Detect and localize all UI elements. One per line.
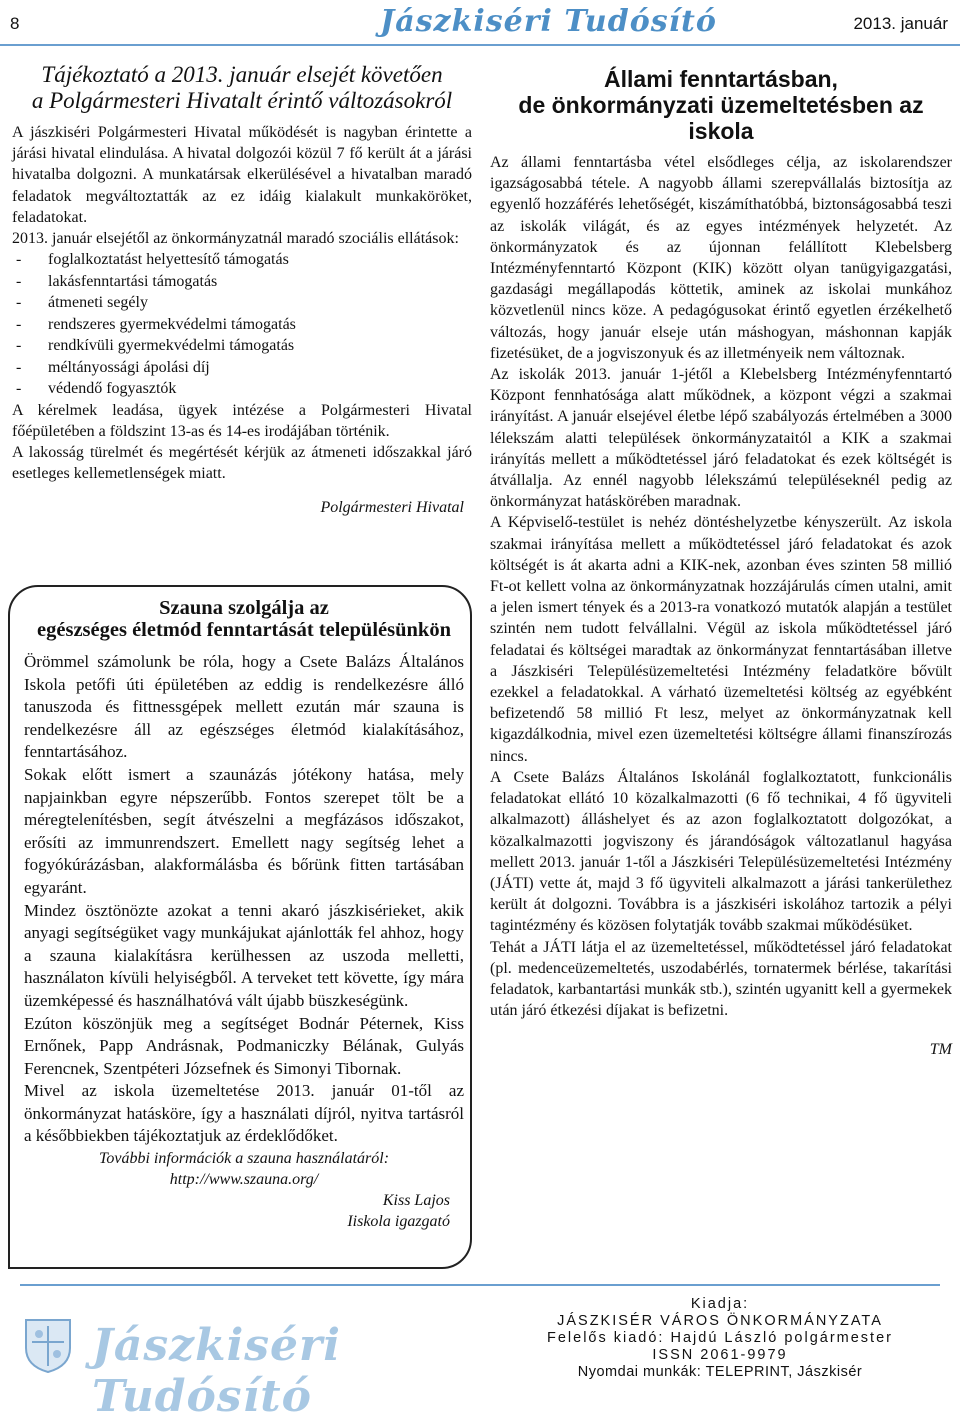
- list-item: - foglalkoztatást helyettesítő támogatás: [16, 251, 289, 269]
- article-paragraph: A lakosság türelmét és megértését kérjük az átmeneti időszakkal járó esetleges kellemetlenségek miatt.: [12, 444, 472, 483]
- article-paragraph: 2013. január elsejétől az önkormányzatnál maradó szociális ellátások:: [12, 230, 459, 248]
- article-paragraph: Az állami fenntartásba vétel elsődleges célja, az iskolarendszer igazságosabbá tétele. A nagyobb állami szerepvállalás biztosítja az egyenlő hozzáférés lehetőségét, kiszámíthatóbbá, biztonságosabbá teszi az iskolák világát, és az egyes intézmények helyzetét. Az önkormányzatok és az újonnan felállított Klebelsberg Intézményfenntartó Központ (KIK) között olyan tanügyigazgatási, gazdasági megállapodás köttetik, aminek az iskolai munkához közvetlenül nincs köze. A pedagógusokat érintő egyetlen érzékelhető változás, hogy január elseje után máshogyan, máshonnan kapják fizetésüket, de a jogviszonyuk és az illetményeik nem változnak.: [490, 154, 952, 362]
- sauna-paragraph: Ezúton köszönjük meg a segítséget Bodnár Péternek, Kiss Ernőnek, Papp Andrásnak, Podmaniczky Bélának, Gulyás Ferencnek, Szentpéteri Józsefnek és Simonyi Tibornak.: [24, 1013, 464, 1078]
- list-item: - átmeneti segély: [16, 294, 148, 312]
- sauna-paragraph: Mindez ösztönözte azokat a tenni akaró jászkisérieket, akik anyagi segítségüket vagy munkájukat ajánlották fel ahhoz, hogy a szauna kialakításra kerülhessen az uszoda melletti, használaton kívüli helyiségből. A terveket tett követte, így mára üzemképessé és használhatóvá vált újabb büszkeségünk.: [24, 900, 464, 1010]
- page-header: [0, 0, 960, 48]
- imprint-line: Nyomdai munkák: TELEPRINT, Jászkisér: [577, 1364, 863, 1380]
- article-paragraph: Tehát a JÁTI látja el az üzemeltetéssel, működtetéssel járó feladatokat (pl. medenceüzemeltetés, uszodabérlés, tornatermek bérlése, takarítási feladatok, karbantartási munkák stb.), szintén ugyanitt kell a gyermekek után járó étkezési díjakat is befizetni.: [490, 938, 952, 1020]
- right-column: [490, 58, 952, 1059]
- list-item: - védendő fogyasztók: [16, 380, 177, 398]
- list-item: - méltányossági ápolási díj: [16, 358, 210, 376]
- footer-masthead: Jászkiséri Tudósító: [92, 1320, 341, 1422]
- article-title-school: Állami fenntartásban, de önkormányzati üzemeltetésben az iskola: [518, 66, 924, 144]
- footer-logo: [12, 1310, 452, 1422]
- article-signature: TM: [929, 1041, 952, 1059]
- imprint-line: JÁSZKISÉR VÁROS ÖNKORMÁNYZATA: [557, 1313, 883, 1329]
- article-signature: Polgármesteri Hivatal: [320, 498, 464, 516]
- benefits-list: [12, 249, 472, 400]
- issue-date: 2013. január: [853, 14, 948, 33]
- header-rule: [0, 44, 960, 46]
- sauna-paragraph: Mivel az iskola üzemeltetése 2013. január 01-től az önkormányzat hatásköre, így a használati díjról, nyitva tartásról a későbbiekben tájékoztatjuk az érdeklődőket.: [24, 1081, 464, 1146]
- imprint: [500, 1296, 940, 1381]
- imprint-line: ISSN 2061-9979: [652, 1347, 788, 1363]
- footer-rule: [20, 1284, 940, 1286]
- sauna-article-box: [8, 585, 472, 1269]
- list-item: - rendszeres gyermekvédelmi támogatás: [16, 315, 296, 333]
- sauna-url: http://www.szauna.org/: [169, 1171, 319, 1189]
- sauna-author: Kiss Lajos: [382, 1192, 450, 1210]
- imprint-line: Felelős kiadó: Hajdú László polgármester: [547, 1330, 893, 1346]
- article-paragraph: A jászkiséri Polgármesteri Hivatal működését is nagyban érintette a járási hivatal elindulása. A hivatal dolgozói közül 7 fő került át a járási hivatalba dolgozni. A munkatársak elkerülésével a hivatalban maradó feladatok megváltoztatták az ez idáig kialakult munkaköröket, feladatokat.: [12, 124, 472, 226]
- list-item: - lakásfenntartási támogatás: [16, 272, 218, 290]
- sauna-paragraph: Sokak előtt ismert a szaunázás jótékony hatása, mely napjainkban egyre népszerűbb. Fontos szerepet tölt be a méregtelenítésben, segít átvészelni a megfázásos időszakot, erősíti az immunrendszert. Emellett nagy segítség lehet a fogyókúrázásban, alakformálásba és bőrünk fitten tartásában egyaránt.: [24, 764, 464, 897]
- imprint-line: Kiadja:: [690, 1296, 750, 1312]
- article-title-changes: Tájékoztató a 2013. január elsejét követően a Polgármesteri Hivatalt érintő változásokról: [31, 62, 453, 113]
- article-paragraph: A Képviselő-testület is nehéz döntéshelyzetbe kényszerült. Az iskola szakmai irányítása mellett a működtetéssel járó feladatokat és azok költségét is át akarta adni a KIK-nek, azonban éves szinten 58 millió Ft-ot kellett volna az önkormányzatnak hozzájárulás címen utalni, amit a jelen ismert tények és a 2013-ra vonatkozó mutatók alapján a testület szintén nem tudott felvállalni. Végül az iskola működtetéssel járó feladatai és költségei maradtak az önkormányzat fenntartásában illetve a Jászkiséri Településüzemeltetési Intézmény feladatköre bővült ezekkel a feladatokkal. A várható üzemeltetési költség az egyébként befizetendő 58 millió Ft lesz, melyet az önkormányzatnak kell kigazdálkodnia, mivel ezen üzemeltetési költségre állami finanszírozás nincs.: [490, 514, 952, 765]
- list-item: - rendkívüli gyermekvédelmi támogatás: [16, 337, 295, 355]
- sauna-paragraph: Örömmel számolunk be róla, hogy a Csete Balázs Általános Iskola petőfi úti épületében az eddig is rendelkezésre álló tanuszoda és fittnessgépek mellett ezután már szauna is rendelkezésre áll az egészséges életmód kialakításához, fenntartásához.: [24, 652, 464, 762]
- page-number: 8: [10, 14, 20, 33]
- sauna-info-line: További információk a szauna használatáról:: [98, 1150, 390, 1168]
- sauna-title: Szauna szolgálja az egészséges életmód fenntartását településünkön: [37, 597, 451, 641]
- article-paragraph: A Csete Balázs Általános Iskolánál foglalkoztatott, funkcionális feladatokat ellátó 10 közalkalmazotti (6 fő technikai, 4 fő ügyviteli alkalmazott) álláshelyet és az azon foglalkoztatott dolgozókat, a közalkalmazotti jogviszony és járandóságok változatlanul hagyása mellett 2013. január 1-től a Jászkiséri Településüzemeltetési Intézmény (JÁTI) vette át, majd 3 fő ügyviteli alkalmazott a járási tankerülethez került át dolgozni. Továbbra is a jászkiséri iskolához tartozik a pélyi tagintézmény és közösen folytatják tovább szakmai működésüket.: [490, 768, 952, 935]
- article-paragraph: Az iskolák 2013. január 1-jétől a Klebelsberg Intézményfenntartó Központ fennhatósága alatt működnek, a központ végzi a szakmai irányítást. A január elsejével életbe lépő szabályozás értelmében a 3000 lélekszám alatti települések önkormányzataitól a KIK a szakmai irányítás mellett a működtetéssel járó feladatokat és ezek költségét is átvállalja. Az ennél nagyobb lélekszámú településeknél pedig az önkormányzat hatáskörében maradnak.: [490, 366, 952, 511]
- coat-of-arms-icon: [12, 1314, 84, 1376]
- left-column: [12, 58, 472, 517]
- sauna-author-role: Iiskola igazgató: [347, 1213, 450, 1231]
- article-paragraph: A kérelmek leadása, ügyek intézése a Polgármesteri Hivatal főépületében a földszint 13-as és 14-es irodájában történik.: [12, 401, 472, 440]
- masthead-title: Jászkiséri Tudósító: [380, 4, 717, 39]
